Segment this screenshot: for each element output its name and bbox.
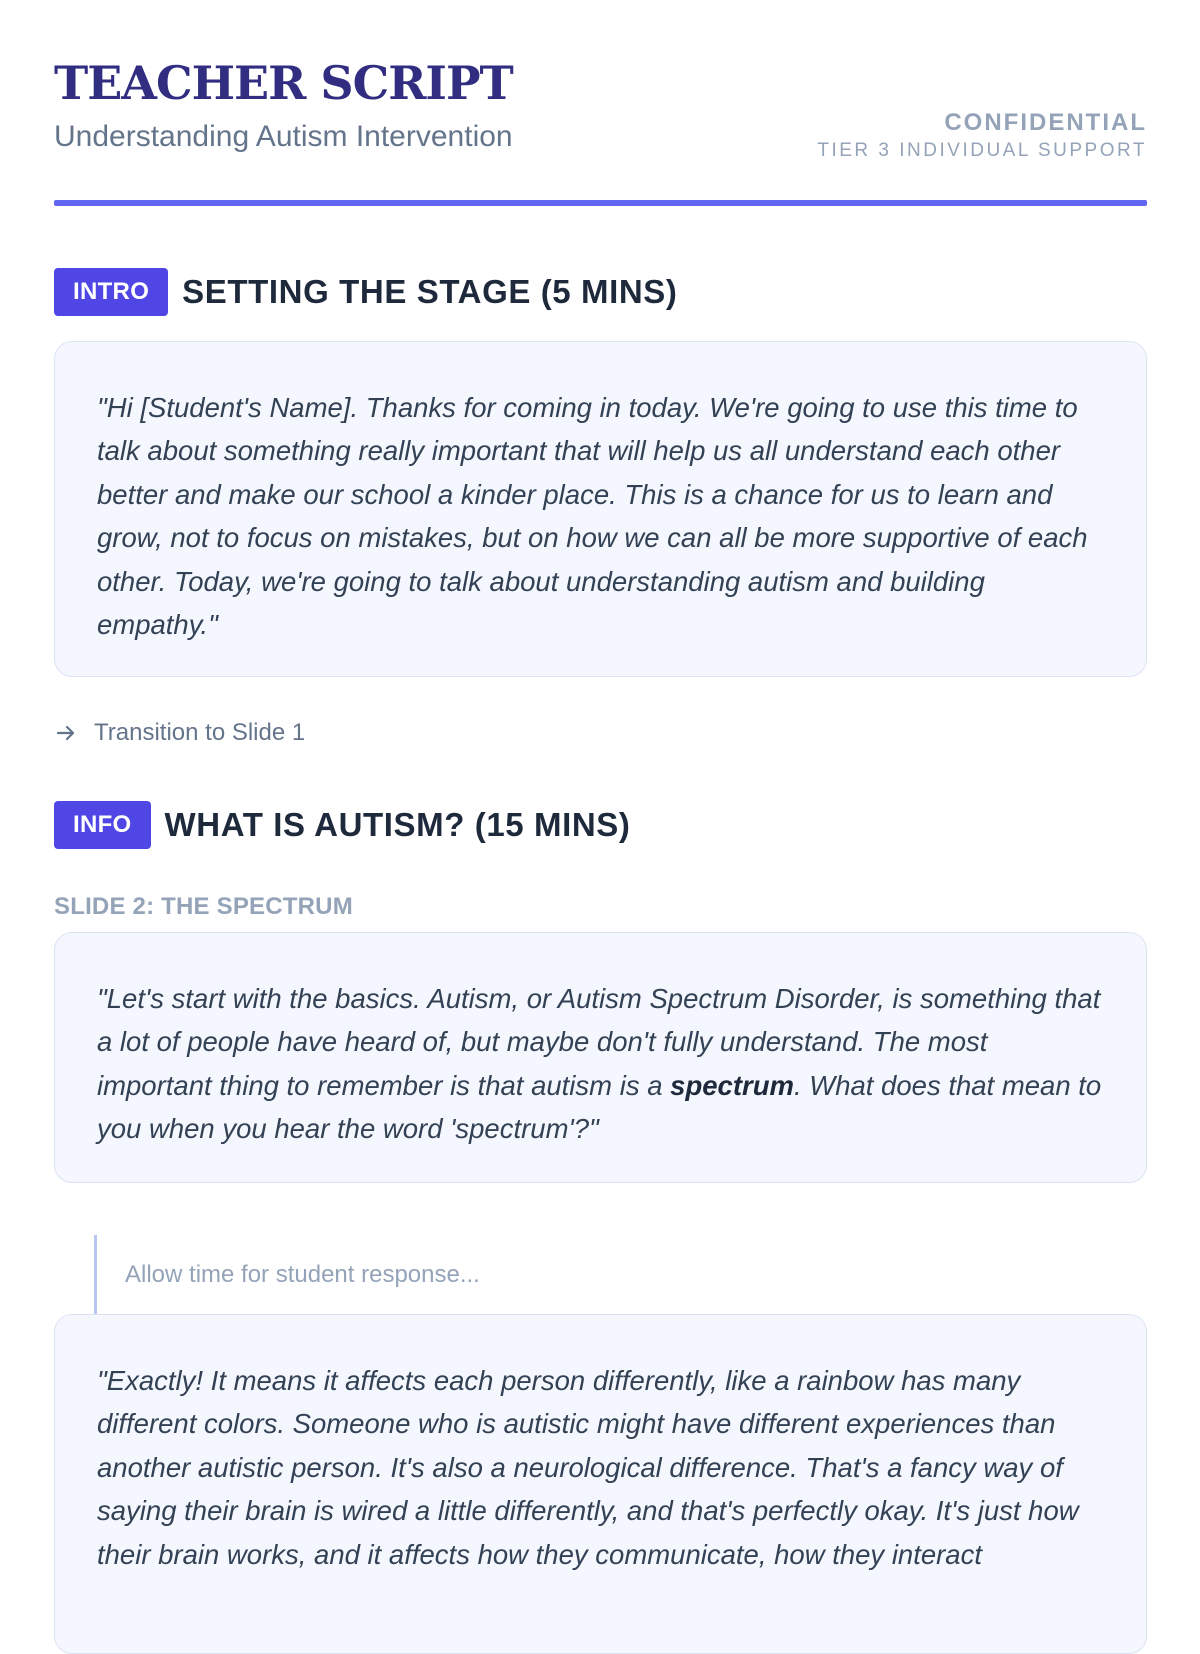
slide-label: SLIDE 2: THE SPECTRUM <box>54 893 353 920</box>
document-header <box>54 0 1147 206</box>
teacher-script-page <box>54 0 1147 1570</box>
transition-note <box>54 718 305 748</box>
section-heading-info <box>54 801 631 849</box>
confidential-label: CONFIDENTIAL <box>944 109 1147 136</box>
document-subtitle: Understanding Autism Intervention <box>54 120 513 153</box>
student-response-note: Allow time for student response... <box>94 1235 694 1315</box>
script-text-intro: "Hi [Student's Name]. Thanks for coming in today. We're going to use this time to talk about something really important that will help us all understand each other better and make our school a kinder place. This is a chance for us to learn and grow, not to focus on mistakes, but on how we can all be more supportive of each other. Today, we're going to talk about understanding autism and building empathy." <box>97 392 1088 641</box>
support-tier-label: TIER 3 INDIVIDUAL SUPPORT <box>817 140 1147 161</box>
document-title: TEACHER SCRIPT <box>54 56 513 110</box>
script-text-explanation: "Exactly! It means it affects each person differently, like a rainbow has many different colors. Someone who is autistic might have different experiences than another autistic person. It's also a neurological difference. That's a fancy way of saying their brain is wired a little differently, and that's perfectly okay. It's just how their brain works, and it affects how they communicate, how they interact <box>97 1365 1079 1570</box>
emphasis-spectrum: spectrum <box>670 1069 794 1101</box>
transition-label: Transition to Slide 1 <box>94 719 306 746</box>
script-text-part: . What does that mean to you when you hear the word 'spectrum'?" <box>97 1069 1102 1145</box>
confidentiality-block <box>817 109 1147 163</box>
script-box-intro <box>54 341 1147 677</box>
section-title-info: WHAT IS AUTISM? (15 MINS) <box>164 806 631 843</box>
section-title-intro: SETTING THE STAGE (5 MINS) <box>182 273 678 310</box>
script-text-spectrum <box>97 977 1106 1151</box>
script-box-explanation <box>54 1314 1147 1654</box>
section-badge-info: INFO <box>54 801 151 849</box>
section-badge-intro: INTRO <box>54 268 168 316</box>
header-divider <box>54 200 1147 206</box>
section-heading-intro <box>54 268 678 316</box>
script-box-spectrum <box>54 932 1147 1183</box>
script-text-part: "Let's start with the basics. Autism, or Autism Spectrum Disorder, is something that a lot of people have heard of, but maybe don't fully understand. The most important thing to remember is that autism is a <box>97 983 1101 1101</box>
arrow-right-icon <box>54 721 78 745</box>
